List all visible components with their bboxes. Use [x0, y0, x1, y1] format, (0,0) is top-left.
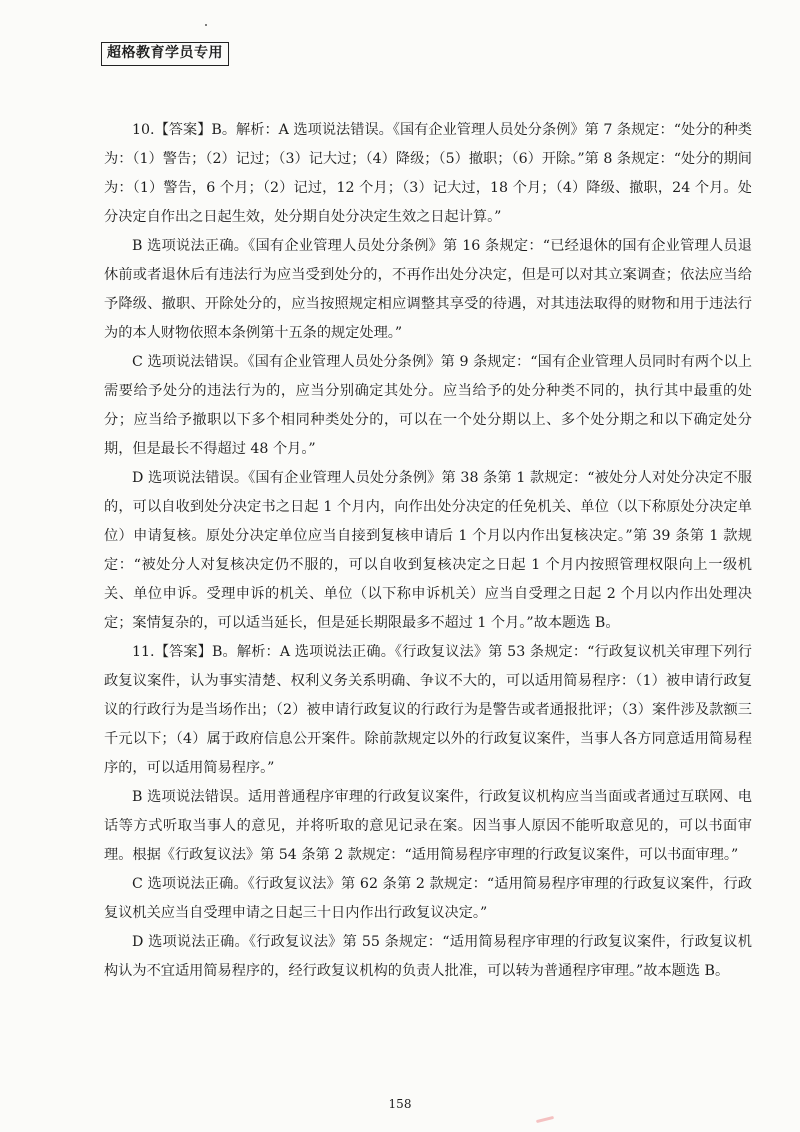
paragraph-q10-option-d: D 选项说法错误。《国有企业管理人员处分条例》第 38 条第 1 款规定：“被处分人对处分决定不服的，可以自收到处分决定书之日起 1 个月内，向作出处分决定的任免机关、单位（以下称原处分决定单位）申请复核。原处分决定单位应当自接到复核申请后 1 个月以内作出复核决定。”第 39 条第 1 款规定：“被处分人对复核决定仍不服的，可以自收到复核决定之日起 1 个月内按照管理权限向上一级机关、单位申诉。受理申诉的机关、单位（以下称申诉机关）应当自受理之日起 2 个月以内作出处理决定；案情复杂的，可以适当延长，但是延长期限最多不超过 1 个月。”故本题选 B。 [104, 470, 752, 631]
paragraph-q11-option-b: B 选项说法错误。适用普通程序审理的行政复议案件，行政复议机构应当当面或者通过互联网、电话等方式听取当事人的意见，并将听取的意见记录在案。因当事人原因不能听取意见的，可以书面审理。根据《行政复议法》第 54 条第 2 款规定：“适用简易程序审理的行政复议案件，可以书面审理。” [104, 789, 752, 863]
paragraph-q11-answer: 11.【答案】B。解析：A 选项说法正确。《行政复议法》第 53 条规定：“行政复议机关审理下列行政复议案件，认为事实清楚、权利义务关系明确、争议不大的，可以适用简易程序：（1）被申请行政复议的行政行为是当场作出；（2）被申请行政复议的行政行为是警告或者通报批评；（3）案件涉及款额三千元以下；（4）属于政府信息公开案件。除前款规定以外的行政复议案件，当事人各方同意适用简易程序的，可以适用简易程序。” [104, 644, 752, 776]
paragraph-q11-option-d: D 选项说法正确。《行政复议法》第 55 条规定：“适用简易程序审理的行政复议案件，行政复议机构认为不宜适用简易程序的，经行政复议机构的负责人批准，可以转为普通程序审理。”故本题选 B。 [104, 934, 752, 979]
answer-explanation-body [104, 116, 752, 986]
watermark-header-label: 超格教育学员专用 [101, 42, 229, 66]
scan-speck [205, 24, 207, 26]
page-number: 158 [388, 1097, 412, 1111]
scan-ink-mark [536, 1116, 554, 1123]
paragraph-q10-option-c: C 选项说法错误。《国有企业管理人员处分条例》第 9 条规定：“国有企业管理人员同时有两个以上需要给予处分的违法行为的，应当分别确定其处分。应当给予的处分种类不同的，执行其中最重的处分；应当给予撤职以下多个相同种类处分的，可以在一个处分期以上、多个处分期之和以下确定处分期，但是最长不得超过 48 个月。” [104, 354, 752, 457]
paragraph-q11-option-c: C 选项说法正确。《行政复议法》第 62 条第 2 款规定：“适用简易程序审理的行政复议案件，行政复议机关应当自受理申请之日起三十日内作出行政复议决定。” [104, 876, 752, 921]
paragraph-q10-option-b: B 选项说法正确。《国有企业管理人员处分条例》第 16 条规定：“已经退休的国有企业管理人员退休前或者退休后有违法行为应当受到处分的，不再作出处分决定，但是可以对其立案调查；依法应当给予降级、撤职、开除处分的，应当按照规定相应调整其享受的待遇，对其违法取得的财物和用于违法行为的本人财物依照本条例第十五条的规定处理。” [104, 238, 752, 341]
paragraph-q10-answer: 10.【答案】B。解析：A 选项说法错误。《国有企业管理人员处分条例》第 7 条规定：“处分的种类为：（1）警告；（2）记过；（3）记大过；（4）降级；（5）撤职；（6）开除。”第 8 条规定：“处分的期间为：（1）警告，6 个月；（2）记过，12 个月；（3）记大过，18 个月；（4）降级、撤职，24 个月。处分决定自作出之日起生效，处分期自处分决定生效之日起计算。” [104, 122, 752, 225]
